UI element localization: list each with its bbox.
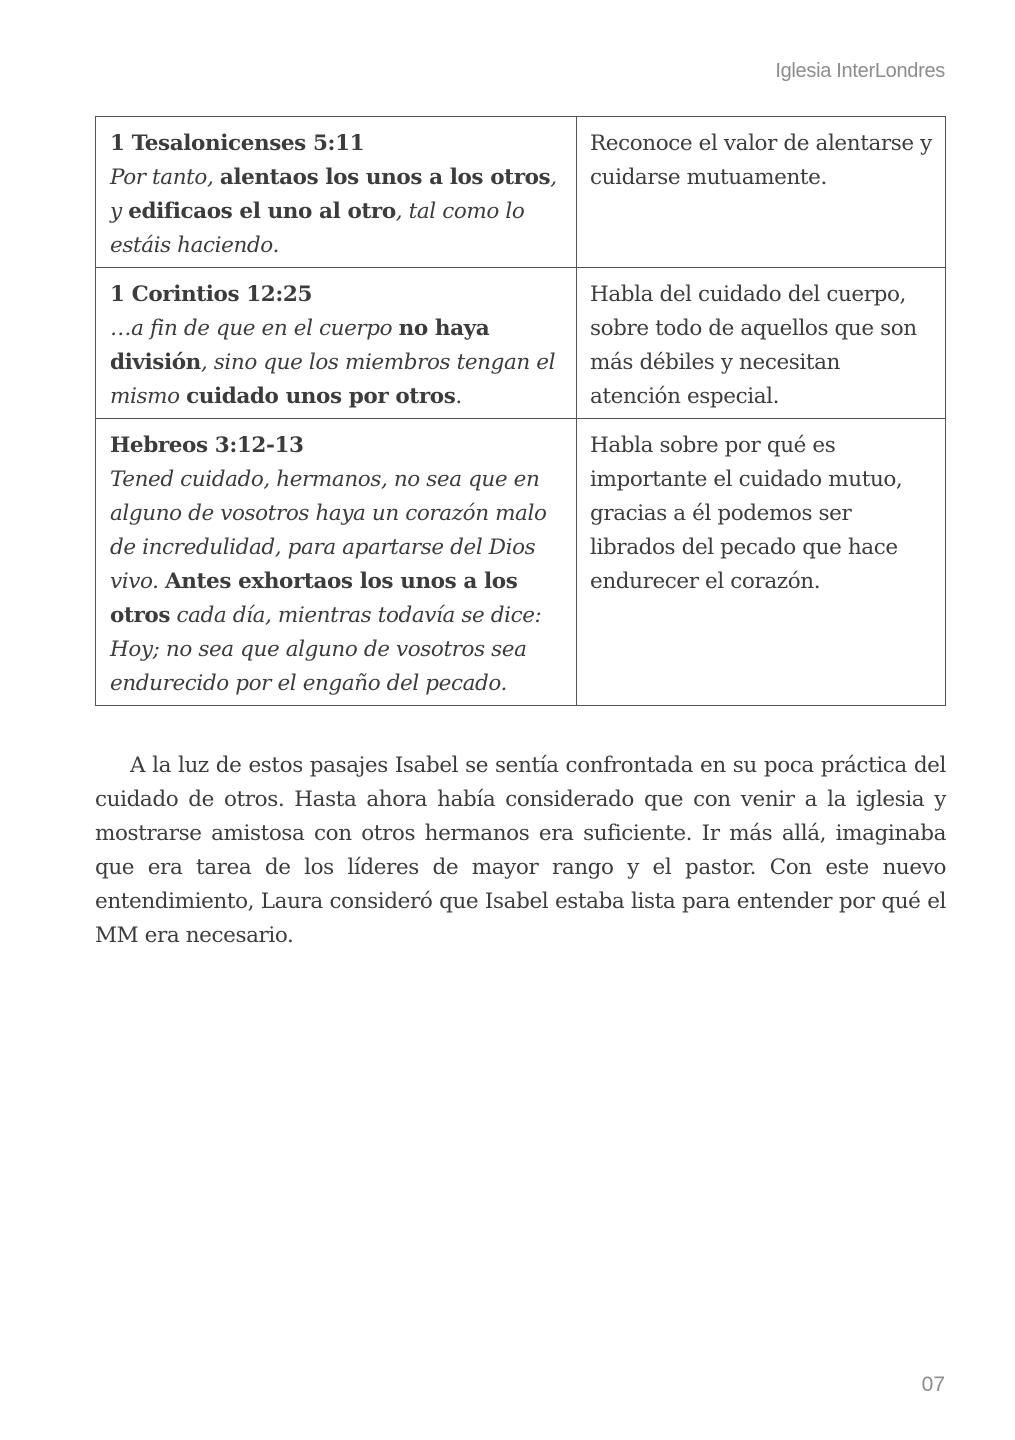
table-row [96,117,946,268]
verse-segment: , tal como lo estáis haciendo. [110,199,525,258]
verses-table [95,116,946,706]
description-cell: Habla del cuidado del cuerpo, sobre todo de aquellos que son más débiles y necesitan atención especial. [577,268,946,419]
verse-emphasis: edificaos el uno al otro [128,199,396,224]
table-row [96,268,946,419]
verse-segment: . [455,384,462,409]
verse-segment: Por tanto, [110,165,220,190]
verse-segment: , y [110,165,557,224]
description-cell: Reconoce el valor de alentarse y cuidarse mutuamente. [577,117,946,268]
verse-segment: …a fin de que en el cuerpo [110,316,399,341]
passage-cell [96,268,577,419]
verse-segment: Tened cuidado, hermanos, no sea que en alguno de vosotros haya un corazón malo de incredulidad, para apartarse del Dios vivo. [110,467,547,594]
verse-reference: 1 Tesalonicenses 5:11 [110,131,365,156]
verse-text [110,165,557,258]
passage-cell [96,117,577,268]
table-row [96,419,946,706]
page-number: 07 [921,1373,945,1396]
verse-segment: , sino que los miembros tengan el mismo [110,350,556,409]
description-cell: Habla sobre por qué es importante el cuidado mutuo, gracias a él podemos ser librados del pecado que hace endurecer el corazón. [577,419,946,706]
verse-text [110,316,555,409]
verse-text [110,467,547,696]
verse-emphasis: no haya división [110,316,490,375]
body-paragraph: A la luz de estos pasajes Isabel se sentía confrontada en su poca práctica del cuidado de otros. Hasta ahora había considerado que con venir a la iglesia y mostrarse amistosa con otros hermanos era suficiente. Ir más allá, imaginaba que era tarea de los líderes de mayor rango y el pastor. Con este nuevo entendimiento, Laura consideró que Isabel estaba lista para entender por qué el MM era necesario. [95,753,946,948]
passage-cell [96,419,577,706]
running-header: Iglesia InterLondres [775,60,945,82]
verse-segment: cada día, mientras todavía se dice: Hoy; no sea que alguno de vosotros sea endurecido por el engaño del pecado. [110,603,542,696]
verse-emphasis: cuidado unos por otros [186,384,456,409]
verse-reference: 1 Corintios 12:25 [110,282,313,307]
verse-reference: Hebreos 3:12-13 [110,433,304,458]
verse-emphasis: alentaos los unos a los otros [219,165,551,190]
verse-emphasis: Antes exhortaos los unos a los otros [110,569,518,628]
